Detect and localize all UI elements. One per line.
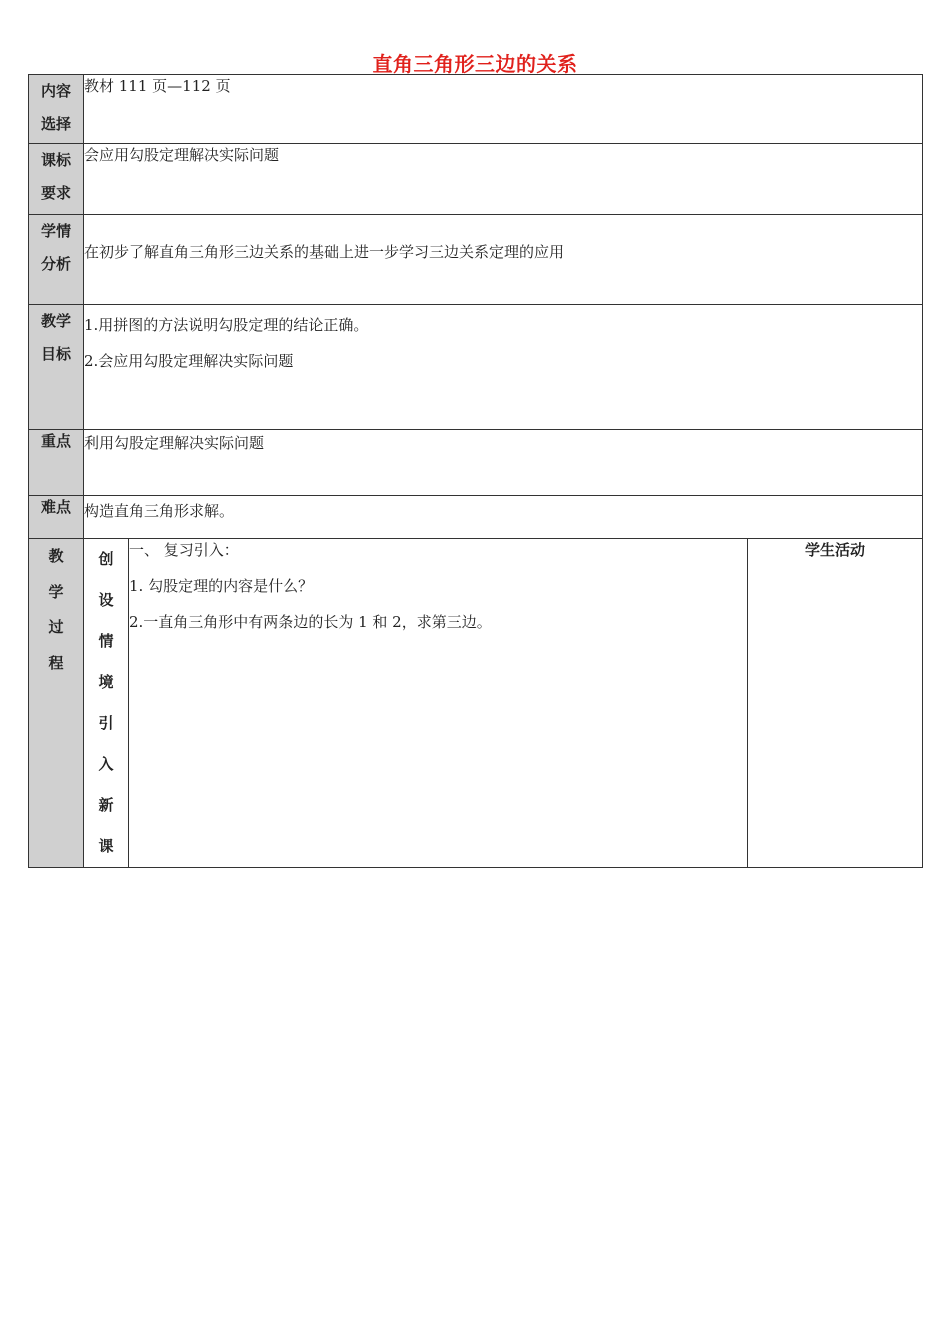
row-key-points <box>29 430 923 496</box>
label-curriculum-requirement: 课标 要求 <box>29 144 84 215</box>
student-activity-column <box>748 539 923 868</box>
row-teaching-goals <box>29 305 923 430</box>
row-difficulties <box>29 496 923 539</box>
student-analysis-text: 在初步了解直角三角形三边关系的基础上进一步学习三边关系定理的应用 <box>84 215 923 305</box>
process-line: 2.一直角三角形中有两条边的长为 1 和 2，求第三边。 <box>129 613 492 631</box>
difficulties-text: 构造直角三角形求解。 <box>84 496 923 539</box>
label-teaching-goals: 教学 目标 <box>29 305 84 430</box>
label-teaching-process: 教 学 过 程 <box>29 539 84 868</box>
row-student-analysis <box>29 215 923 305</box>
lesson-plan-table <box>28 74 923 868</box>
label-student-analysis: 学情 分析 <box>29 215 84 305</box>
document-title: 直角三角形三边的关系 <box>372 52 578 76</box>
key-points-text: 利用勾股定理解决实际问题 <box>84 430 923 496</box>
teaching-goals-list <box>84 305 923 430</box>
content-selection-text: 教材 111 页—112 页 <box>84 75 923 144</box>
label-content-selection: 内容 选择 <box>29 75 84 144</box>
process-content <box>129 539 748 868</box>
row-teaching-process <box>29 539 923 868</box>
phase-label: 创 设 情 境 引 入 新 课 <box>84 539 129 868</box>
row-content-selection <box>29 75 923 144</box>
label-key-points: 重点 <box>29 430 84 496</box>
student-activity-header: 学生活动 <box>805 541 866 559</box>
row-curriculum-requirement <box>29 144 923 215</box>
process-line: 一、 复习引入： <box>129 541 239 559</box>
label-difficulties: 难点 <box>29 496 84 539</box>
goal-item: 1.用拼图的方法说明勾股定理的结论正确。 <box>84 316 369 334</box>
curriculum-requirement-text: 会应用勾股定理解决实际问题 <box>84 144 923 215</box>
goal-item: 2.会应用勾股定理解决实际问题 <box>84 352 294 370</box>
process-line: 1. 勾股定理的内容是什么？ <box>129 577 314 595</box>
